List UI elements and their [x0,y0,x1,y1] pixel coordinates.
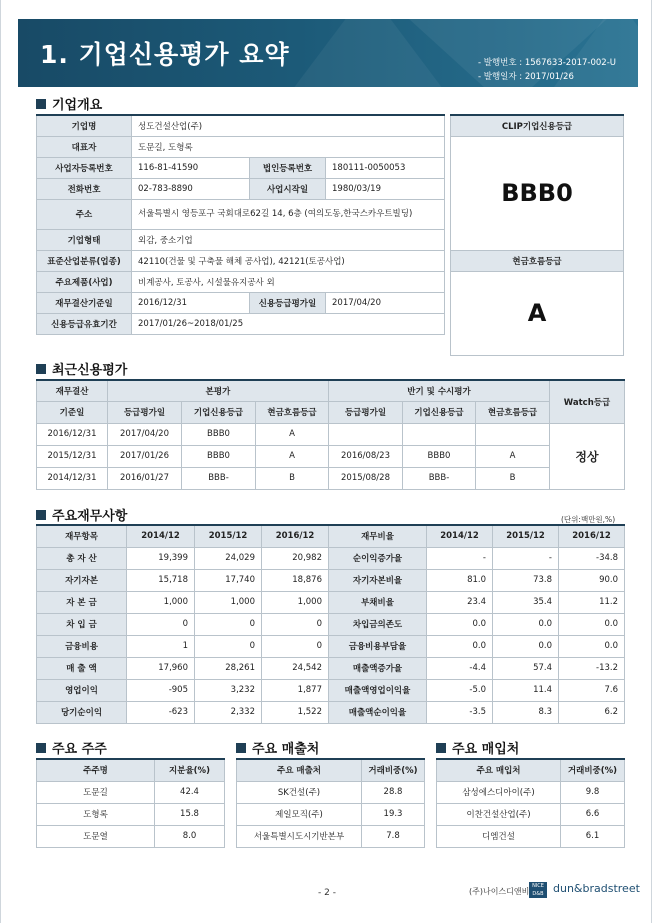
validity-value: 2017/01/26~2018/01/25 [132,313,445,334]
main-eval-date-header: 등급평가일 [108,401,182,423]
ratio-value: 0.0 [427,613,493,635]
phone-value: 02-783-8890 [132,178,250,199]
company-label: 기업명 [37,115,132,136]
item-value: 0 [195,635,262,657]
ratio-value: 57.4 [493,657,559,679]
biz-no-value: 116-81-41590 [132,157,250,178]
main-cash: A [256,423,329,445]
square-bullet-icon [36,99,46,109]
share-value: 42.4 [155,781,225,803]
semi-credit: BBB- [403,467,476,489]
table-row [37,467,625,489]
biz-no-label: 사업자등록번호 [37,157,132,178]
ratio-name: 매출액순이익율 [329,701,427,723]
fs-header-2: 기준일 [37,401,108,423]
table-row [37,825,225,847]
supplier-name-header: 주요 매입처 [437,759,561,781]
main-date: 2016/01/27 [108,467,182,489]
issue-date: - 발행일자 : 2017/01/26 [477,72,574,82]
fs-date: 2014/12/31 [37,467,108,489]
report-number: - 발행번호 : 1567633-2017-002-U [477,58,616,68]
semi-date: 2015/08/28 [329,467,403,489]
table-row [437,825,625,847]
ratio-value: 6.2 [559,701,625,723]
company-name: 성도건설산업(주) [132,115,445,136]
square-bullet-icon [36,743,46,753]
table-row [37,591,625,613]
corp-no-value: 180111-0050053 [326,157,445,178]
ratio-value: 90.0 [559,569,625,591]
section-recent-title: 최근신용평가 [36,359,127,378]
customer-name: SK건설(주) [237,781,362,803]
year-header: 2015/12 [493,525,559,547]
ratio-value: 11.2 [559,591,625,613]
year-header: 2014/12 [127,525,195,547]
item-value: 1,000 [127,591,195,613]
table-row [37,781,225,803]
item-value: 15,718 [127,569,195,591]
main-credit: BBB- [182,467,256,489]
share-header: 지분율(%) [155,759,225,781]
table-row [37,803,225,825]
share-value: 15.8 [155,803,225,825]
semi-cash [476,423,550,445]
shareholder-name: 도문길 [37,781,155,803]
semi-eval-header: 반기 및 수시평가 [329,380,550,401]
table-row [37,445,625,467]
item-value: 0 [127,613,195,635]
ratio-name: 부채비율 [329,591,427,613]
ratio-value: 0.0 [427,635,493,657]
ratio-value: 0.0 [559,613,625,635]
type-value: 외감, 중소기업 [132,229,445,250]
nice-dnb-logo-text: (주)나이스디앤비 [469,887,530,896]
semi-eval-date-header: 등급평가일 [329,401,403,423]
item-value: 0 [262,635,329,657]
semi-date [329,423,403,445]
clip-grade-value: BBB0 [451,136,624,250]
table-row [37,679,625,701]
grade-table [450,114,624,356]
fs-date: 2015/12/31 [37,445,108,467]
section-shareholders-title: 주요 주주 [36,738,107,757]
customer-share-header: 거래비중(%) [362,759,425,781]
supplier-name: 디엠건설 [437,825,561,847]
semi-credit-header: 기업신용등급 [403,401,476,423]
watch-grade: 정상 [550,423,625,489]
table-row [237,803,425,825]
ratio-value: -3.5 [427,701,493,723]
table-row [437,803,625,825]
supplier-share: 6.6 [561,803,625,825]
table-row [37,613,625,635]
customers-table [236,758,425,848]
supplier-name: 이찬건설산업(주) [437,803,561,825]
item-name: 차 입 금 [37,613,127,635]
customer-name-header: 주요 매출처 [237,759,362,781]
start-date-value: 1980/03/19 [326,178,445,199]
main-eval-header: 본평가 [108,380,329,401]
main-cash: B [256,467,329,489]
main-date: 2017/01/26 [108,445,182,467]
item-value: 17,740 [195,569,262,591]
ratio-value: 8.3 [493,701,559,723]
ratio-name: 금융비용부담율 [329,635,427,657]
square-bullet-icon [236,743,246,753]
address-value: 서울특별시 영등포구 국회대로62길 14, 6층 (여의도동,한국스카우트빌딩) [132,199,445,229]
item-name: 자기자본 [37,569,127,591]
ratio-value: -34.8 [559,547,625,569]
main-cash: A [256,445,329,467]
overview-table [36,114,445,335]
ratio-name: 매출액영업이익율 [329,679,427,701]
table-row [37,701,625,723]
square-bullet-icon [436,743,446,753]
item-name: 자 본 금 [37,591,127,613]
suppliers-table [436,758,625,848]
cash-grade-value: A [451,271,624,355]
item-name: 당기순이익 [37,701,127,723]
square-bullet-icon [36,510,46,520]
ratio-value: 11.4 [493,679,559,701]
semi-cash: B [476,467,550,489]
customer-share: 19.3 [362,803,425,825]
cash-grade-label: 현금흐름등급 [451,250,624,271]
item-value: 24,542 [262,657,329,679]
ratio-value: -13.2 [559,657,625,679]
customer-name: 제일모직(주) [237,803,362,825]
ceo-value: 도문길, 도형록 [132,136,445,157]
table-row [237,781,425,803]
semi-credit [403,423,476,445]
square-bullet-icon [36,364,46,374]
ratio-value: 23.4 [427,591,493,613]
customer-share: 7.8 [362,825,425,847]
nice-dnb-logo-icon: NICE D&B [529,882,547,898]
fs-date-label: 재무결산기준일 [37,292,132,313]
item-value: 1,877 [262,679,329,701]
semi-cash: A [476,445,550,467]
fs-date-value: 2016/12/31 [132,292,250,313]
item-value: 18,876 [262,569,329,591]
validity-label: 신용등급유효기간 [37,313,132,334]
share-value: 8.0 [155,825,225,847]
section-suppliers-title: 주요 매입처 [436,738,519,757]
semi-date: 2016/08/23 [329,445,403,467]
item-value: 1,000 [195,591,262,613]
table-row [237,825,425,847]
year-header: 2016/12 [559,525,625,547]
item-value: 1 [127,635,195,657]
table-row [37,657,625,679]
product-value: 비계공사, 토공사, 시설물유지공사 외 [132,271,445,292]
ratio-value: 81.0 [427,569,493,591]
ratio-name: 매출액증가율 [329,657,427,679]
year-header: 2016/12 [262,525,329,547]
item-name: 영업이익 [37,679,127,701]
item-value: 24,029 [195,547,262,569]
ratio-value: - [493,547,559,569]
ratio-value: 0.0 [493,635,559,657]
table-row [37,423,625,445]
item-name: 금융비용 [37,635,127,657]
item-value: 17,960 [127,657,195,679]
supplier-share: 6.1 [561,825,625,847]
ratio-value: 35.4 [493,591,559,613]
main-credit: BBB0 [182,423,256,445]
customer-share: 28.8 [362,781,425,803]
financial-table [36,524,625,724]
table-row [37,635,625,657]
item-value: 20,982 [262,547,329,569]
fs-date: 2016/12/31 [37,423,108,445]
ratio-value: - [427,547,493,569]
shareholders-table [36,758,225,848]
year-header: 2015/12 [195,525,262,547]
item-header: 재무항목 [37,525,127,547]
product-label: 주요제품(사업) [37,271,132,292]
ratio-value: 0.0 [493,613,559,635]
watch-header: Watch등급 [550,380,625,423]
ratio-name: 자기자본비율 [329,569,427,591]
start-date-label: 사업시작일 [250,178,326,199]
semi-credit: BBB0 [403,445,476,467]
section-overview-title: 기업개요 [36,94,102,113]
item-value: 19,399 [127,547,195,569]
ratio-value: 7.6 [559,679,625,701]
ratio-value: 73.8 [493,569,559,591]
item-value: 0 [195,613,262,635]
corp-no-label: 법인등록번호 [250,157,326,178]
report-meta [478,56,616,84]
main-credit: BBB0 [182,445,256,467]
shareholder-name: 도문열 [37,825,155,847]
title-banner [18,19,638,87]
item-value: 0 [262,613,329,635]
type-label: 기업형태 [37,229,132,250]
recent-credit-table [36,379,625,490]
year-header: 2014/12 [427,525,493,547]
section-customers-title: 주요 매출처 [236,738,319,757]
section-financial-title: 주요재무사항 [36,505,127,524]
address-label: 주소 [37,199,132,229]
item-value: -623 [127,701,195,723]
eval-date-value: 2017/04/20 [326,292,445,313]
main-date: 2017/04/20 [108,423,182,445]
ratio-name: 차입금의존도 [329,613,427,635]
dun-bradstreet-logo: dun&bradstreet [553,882,640,895]
page-title: 1. 기업신용평가 요약 [40,40,290,69]
industry-value: 42110(건물 및 구축물 해체 공사업), 42121(토공사업) [132,250,445,271]
customer-name: 서울특별시도시기반본부 [237,825,362,847]
ratio-value: -5.0 [427,679,493,701]
item-value: 1,522 [262,701,329,723]
clip-grade-label: CLIP기업신용등급 [451,115,624,136]
supplier-share: 9.8 [561,781,625,803]
item-value: 28,261 [195,657,262,679]
supplier-name: 삼성에스디아이(주) [437,781,561,803]
main-credit-header: 기업신용등급 [182,401,256,423]
table-row [37,569,625,591]
fs-header: 재무결산 [37,380,108,401]
phone-label: 전화번호 [37,178,132,199]
unit-note: (단위:백만원,%) [561,515,616,524]
item-value: 1,000 [262,591,329,613]
industry-label: 표준산업분류(업종) [37,250,132,271]
semi-cash-header: 현금흐름등급 [476,401,550,423]
shareholder-name: 도형록 [37,803,155,825]
shareholder-name-header: 주주명 [37,759,155,781]
eval-date-label: 신용등급평가일 [250,292,326,313]
supplier-share-header: 거래비중(%) [561,759,625,781]
ratio-value: 0.0 [559,635,625,657]
item-value: -905 [127,679,195,701]
ratio-name: 순이익증가율 [329,547,427,569]
ratio-value: -4.4 [427,657,493,679]
ratio-header: 재무비율 [329,525,427,547]
item-value: 3,232 [195,679,262,701]
ceo-label: 대표자 [37,136,132,157]
item-value: 2,332 [195,701,262,723]
table-row [37,547,625,569]
page-number: - 2 - [318,888,336,898]
main-cash-header: 현금흐름등급 [256,401,329,423]
table-row [437,781,625,803]
item-name: 총 자 산 [37,547,127,569]
item-name: 매 출 액 [37,657,127,679]
